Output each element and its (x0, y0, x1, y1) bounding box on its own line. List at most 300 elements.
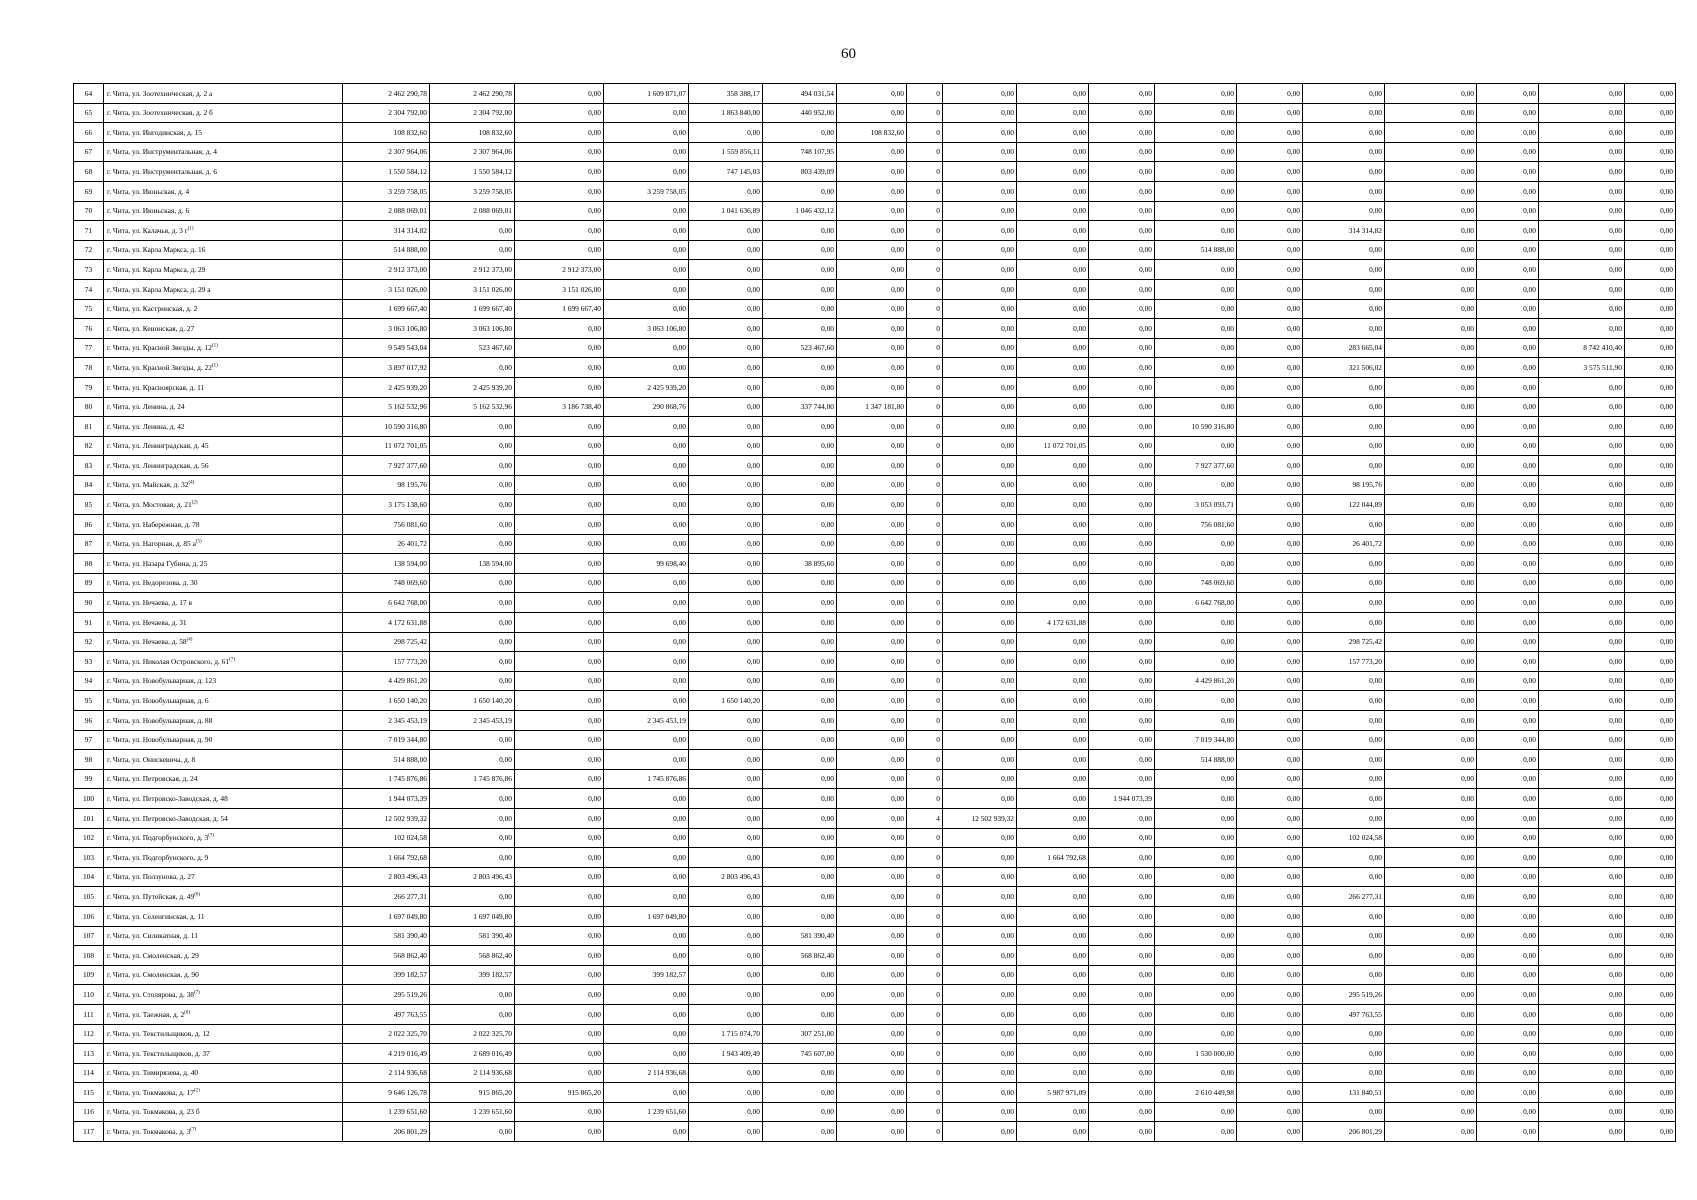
value-cell: 0,00 (763, 456, 837, 476)
table-row (74, 279, 1676, 299)
row-number: 103 (74, 848, 104, 868)
value-cell: 0,00 (1089, 946, 1155, 966)
value-cell: 0,00 (430, 515, 515, 535)
value-cell: 0,00 (1625, 299, 1676, 319)
value-cell: 1 347 181,80 (837, 397, 907, 417)
value-cell: 2 345 453,19 (430, 711, 515, 731)
value-cell: 0,00 (1089, 887, 1155, 907)
address-text: г. Чита, ул. Назара Губина, д. 25 (107, 558, 208, 568)
value-cell: 0,00 (1237, 201, 1303, 221)
value-cell: 108 832,60 (837, 123, 907, 143)
address-cell (104, 142, 343, 162)
value-cell: 0,00 (430, 632, 515, 652)
value-cell: 0,00 (604, 475, 689, 495)
value-cell: 0,00 (943, 436, 1017, 456)
value-cell: 1 664 792,68 (343, 848, 430, 868)
footnote-mark: (7) (208, 833, 215, 839)
footnote-mark: (7) (190, 1127, 197, 1133)
address-text: г. Чита, ул. Мостовая, д. 21 (107, 500, 192, 510)
value-cell: 0,00 (515, 103, 604, 123)
value-cell: 0,00 (943, 769, 1017, 789)
value-cell: 0 (907, 789, 943, 809)
table-row (74, 475, 1676, 495)
value-cell: 2 610 449,98 (1155, 1083, 1237, 1103)
value-cell: 0,00 (1385, 965, 1477, 985)
value-cell: 0,00 (515, 867, 604, 887)
table-row (74, 123, 1676, 143)
value-cell: 399 182,57 (604, 965, 689, 985)
value-cell: 0,00 (763, 711, 837, 731)
footnote-mark: (2) (191, 500, 198, 506)
value-cell: 0,00 (430, 985, 515, 1005)
value-cell: 0,00 (837, 534, 907, 554)
value-cell: 0,00 (604, 201, 689, 221)
value-cell: 0,00 (1385, 828, 1477, 848)
value-cell: 0,00 (837, 1004, 907, 1024)
value-cell: 0,00 (1625, 652, 1676, 672)
value-cell: 0 (907, 554, 943, 574)
value-cell: 0,00 (1539, 436, 1625, 456)
value-cell: 0,00 (1089, 1102, 1155, 1122)
value-cell: 0,00 (689, 1122, 763, 1142)
value-cell: 0,00 (1017, 84, 1089, 104)
value-cell: 1 550 584,12 (430, 162, 515, 182)
row-number: 78 (74, 358, 104, 378)
value-cell: 1 664 792,68 (1017, 848, 1089, 868)
row-number: 71 (74, 221, 104, 241)
value-cell: 0,00 (515, 240, 604, 260)
value-cell: 0,00 (515, 769, 604, 789)
value-cell: 0,00 (943, 946, 1017, 966)
value-cell: 0,00 (1625, 1102, 1676, 1122)
value-cell: 0,00 (1303, 240, 1385, 260)
value-cell: 0,00 (1539, 221, 1625, 241)
value-cell: 0,00 (763, 515, 837, 535)
value-cell: 0,00 (1237, 299, 1303, 319)
value-cell: 748 069,60 (1155, 573, 1237, 593)
value-cell: 0,00 (837, 593, 907, 613)
value-cell: 2 088 069,01 (430, 201, 515, 221)
address-cell (104, 240, 343, 260)
value-cell: 0,00 (1089, 142, 1155, 162)
value-cell: 0,00 (689, 769, 763, 789)
value-cell: 581 390,40 (343, 926, 430, 946)
table-row (74, 848, 1676, 868)
value-cell: 0,00 (837, 201, 907, 221)
row-number: 80 (74, 397, 104, 417)
value-cell: 0,00 (1539, 1004, 1625, 1024)
value-cell: 0,00 (1625, 867, 1676, 887)
footnote-mark: (1) (211, 343, 218, 349)
row-number: 83 (74, 456, 104, 476)
address-cell (104, 1083, 343, 1103)
value-cell: 756 081,60 (343, 515, 430, 535)
address-text: г. Чита, ул. Ленина, д. 24 (107, 402, 185, 412)
value-cell: 0 (907, 475, 943, 495)
value-cell: 0 (907, 1044, 943, 1064)
value-cell: 0,00 (1089, 534, 1155, 554)
value-cell: 0,00 (943, 985, 1017, 1005)
value-cell: 0,00 (1017, 808, 1089, 828)
value-cell: 0,00 (1385, 162, 1477, 182)
address-cell (104, 652, 343, 672)
value-cell: 0,00 (1237, 750, 1303, 770)
value-cell: 0,00 (1625, 769, 1676, 789)
value-cell: 0 (907, 828, 943, 848)
address-cell (104, 808, 343, 828)
value-cell: 0 (907, 201, 943, 221)
table-row (74, 142, 1676, 162)
value-cell: 0,00 (1539, 84, 1625, 104)
value-cell: 0,00 (1625, 456, 1676, 476)
value-cell: 0,00 (1539, 515, 1625, 535)
value-cell: 0,00 (1089, 926, 1155, 946)
table-row (74, 221, 1676, 241)
row-number: 104 (74, 867, 104, 887)
row-number: 96 (74, 711, 104, 731)
value-cell: 0,00 (943, 475, 1017, 495)
value-cell: 0,00 (1539, 769, 1625, 789)
value-cell: 0,00 (1089, 299, 1155, 319)
value-cell: 0,00 (430, 652, 515, 672)
value-cell: 0,00 (1385, 358, 1477, 378)
value-cell: 0,00 (1477, 1004, 1539, 1024)
value-cell: 0 (907, 769, 943, 789)
value-cell: 0,00 (1625, 985, 1676, 1005)
value-cell: 0,00 (943, 123, 1017, 143)
value-cell: 3 151 026,00 (515, 279, 604, 299)
value-cell: 0,00 (1089, 397, 1155, 417)
value-cell: 0,00 (837, 946, 907, 966)
value-cell: 0,00 (1625, 1122, 1676, 1142)
value-cell: 0,00 (689, 123, 763, 143)
value-cell: 7 019 344,80 (343, 730, 430, 750)
footnote-mark: (4) (186, 637, 193, 643)
address-text: г. Чита, ул. Нагорная, д. 85 а (107, 539, 196, 549)
value-cell: 0,00 (515, 926, 604, 946)
value-cell: 0,00 (1477, 593, 1539, 613)
value-cell: 0,00 (1539, 985, 1625, 1005)
value-cell: 0,00 (943, 1044, 1017, 1064)
value-cell: 0,00 (1385, 593, 1477, 613)
value-cell: 0,00 (1155, 711, 1237, 731)
table-row (74, 240, 1676, 260)
value-cell: 0,00 (1017, 769, 1089, 789)
value-cell: 157 773,20 (343, 652, 430, 672)
row-number: 109 (74, 965, 104, 985)
value-cell: 1 863 840,00 (689, 103, 763, 123)
value-cell: 12 502 939,32 (343, 808, 430, 828)
value-cell: 0,00 (1385, 769, 1477, 789)
value-cell: 0 (907, 397, 943, 417)
value-cell: 122 044,89 (1303, 495, 1385, 515)
value-cell: 0,00 (689, 436, 763, 456)
value-cell: 0,00 (1539, 397, 1625, 417)
address-cell (104, 769, 343, 789)
value-cell: 0,00 (1017, 1063, 1089, 1083)
value-cell: 0,00 (943, 103, 1017, 123)
value-cell: 0,00 (763, 377, 837, 397)
value-cell: 2 114 936,68 (343, 1063, 430, 1083)
value-cell: 0,00 (763, 1122, 837, 1142)
address-cell (104, 1063, 343, 1083)
row-number: 97 (74, 730, 104, 750)
value-cell: 0,00 (515, 652, 604, 672)
value-cell: 0,00 (763, 652, 837, 672)
value-cell: 0,00 (1385, 671, 1477, 691)
value-cell: 0,00 (763, 1083, 837, 1103)
value-cell: 0,00 (1303, 181, 1385, 201)
value-cell: 0,00 (515, 377, 604, 397)
value-cell: 0,00 (515, 221, 604, 241)
address-cell (104, 828, 343, 848)
value-cell: 3 897 017,92 (343, 358, 430, 378)
value-cell: 0,00 (689, 671, 763, 691)
value-cell: 0,00 (943, 573, 1017, 593)
value-cell: 0,00 (1385, 279, 1477, 299)
value-cell: 0,00 (1089, 162, 1155, 182)
value-cell: 0 (907, 515, 943, 535)
value-cell: 1 239 651,60 (430, 1102, 515, 1122)
value-cell: 0,00 (515, 828, 604, 848)
value-cell: 0,00 (1303, 84, 1385, 104)
value-cell: 0,00 (689, 711, 763, 731)
value-cell: 0,00 (1237, 789, 1303, 809)
value-cell: 0,00 (837, 377, 907, 397)
value-cell: 0,00 (1539, 1083, 1625, 1103)
value-cell: 0,00 (689, 887, 763, 907)
value-cell: 0,00 (1237, 769, 1303, 789)
value-cell: 0,00 (1477, 946, 1539, 966)
address-cell (104, 358, 343, 378)
value-cell: 0,00 (1155, 181, 1237, 201)
value-cell: 0,00 (1237, 181, 1303, 201)
row-number: 69 (74, 181, 104, 201)
table-row (74, 711, 1676, 731)
address-text: г. Чита, ул. Новобульварная, д. 88 (107, 715, 213, 725)
value-cell: 0,00 (837, 456, 907, 476)
value-cell: 0,00 (1477, 436, 1539, 456)
row-number: 113 (74, 1044, 104, 1064)
value-cell: 0,00 (1017, 573, 1089, 593)
value-cell: 0,00 (1303, 397, 1385, 417)
value-cell: 0,00 (1089, 436, 1155, 456)
value-cell: 0,00 (1385, 417, 1477, 437)
value-cell: 0,00 (1385, 1122, 1477, 1142)
footnote-mark: (5) (195, 539, 202, 545)
value-cell: 0,00 (943, 965, 1017, 985)
value-cell: 0,00 (1477, 711, 1539, 731)
value-cell: 0,00 (1155, 534, 1237, 554)
value-cell: 0,00 (1625, 671, 1676, 691)
table-row (74, 377, 1676, 397)
address-text: г. Чита, ул. Майская, д. 32 (107, 480, 189, 490)
value-cell: 0,00 (1625, 593, 1676, 613)
value-cell: 0,00 (1089, 671, 1155, 691)
value-cell: 0,00 (1017, 103, 1089, 123)
row-number: 84 (74, 475, 104, 495)
value-cell: 0,00 (1017, 397, 1089, 417)
value-cell: 0,00 (943, 1063, 1017, 1083)
value-cell: 0,00 (689, 221, 763, 241)
value-cell: 0,00 (430, 436, 515, 456)
value-cell: 0,00 (1385, 377, 1477, 397)
value-cell: 0,00 (1539, 1044, 1625, 1064)
value-cell: 0,00 (943, 397, 1017, 417)
value-cell: 0,00 (943, 181, 1017, 201)
value-cell: 0,00 (1237, 397, 1303, 417)
value-cell: 0,00 (1477, 181, 1539, 201)
row-number: 89 (74, 573, 104, 593)
value-cell: 99 698,40 (604, 554, 689, 574)
value-cell: 0,00 (1155, 123, 1237, 143)
value-cell: 3 259 758,05 (430, 181, 515, 201)
value-cell: 0,00 (1477, 867, 1539, 887)
address-text: г. Чита, ул. Селенгинская, д. 11 (107, 911, 205, 921)
page-number: 60 (841, 46, 856, 62)
value-cell: 0,00 (689, 906, 763, 926)
value-cell: 0 (907, 142, 943, 162)
value-cell: 0,00 (689, 534, 763, 554)
value-cell: 0,00 (943, 142, 1017, 162)
row-number: 117 (74, 1122, 104, 1142)
value-cell: 0,00 (689, 1102, 763, 1122)
value-cell: 0,00 (943, 848, 1017, 868)
value-cell: 0,00 (1303, 456, 1385, 476)
value-cell: 0,00 (1303, 142, 1385, 162)
value-cell: 0,00 (1625, 84, 1676, 104)
value-cell: 0,00 (837, 181, 907, 201)
table-row (74, 201, 1676, 221)
value-cell: 0,00 (1625, 515, 1676, 535)
value-cell: 0,00 (943, 358, 1017, 378)
value-cell: 0,00 (837, 279, 907, 299)
value-cell: 0,00 (1539, 652, 1625, 672)
value-cell: 0,00 (1089, 867, 1155, 887)
value-cell: 0 (907, 652, 943, 672)
value-cell: 0,00 (1017, 1102, 1089, 1122)
value-cell: 0,00 (430, 358, 515, 378)
value-cell: 0,00 (1155, 632, 1237, 652)
table-row (74, 652, 1676, 672)
value-cell: 0,00 (689, 1004, 763, 1024)
value-cell: 0,00 (1539, 926, 1625, 946)
value-cell: 0,00 (763, 965, 837, 985)
address-cell (104, 201, 343, 221)
value-cell: 0,00 (1237, 142, 1303, 162)
value-cell: 0,00 (689, 319, 763, 339)
value-cell: 0,00 (1017, 221, 1089, 241)
value-cell: 0,00 (689, 377, 763, 397)
value-cell: 0,00 (430, 1004, 515, 1024)
value-cell: 0,00 (1155, 985, 1237, 1005)
value-cell: 3 175 138,60 (343, 495, 430, 515)
row-number: 111 (74, 1004, 104, 1024)
value-cell: 0,00 (515, 593, 604, 613)
value-cell: 0,00 (1017, 201, 1089, 221)
table-row (74, 103, 1676, 123)
value-cell: 1 550 584,12 (343, 162, 430, 182)
value-cell: 0,00 (604, 436, 689, 456)
table-row (74, 926, 1676, 946)
value-cell: 0,00 (689, 475, 763, 495)
value-cell: 0,00 (943, 279, 1017, 299)
value-cell: 0,00 (1477, 1102, 1539, 1122)
value-cell: 0,00 (1155, 1063, 1237, 1083)
value-cell: 358 388,17 (689, 84, 763, 104)
value-cell: 0,00 (604, 750, 689, 770)
value-cell: 0,00 (1089, 338, 1155, 358)
value-cell: 0,00 (1237, 1083, 1303, 1103)
value-cell: 0,00 (763, 221, 837, 241)
value-cell: 0,00 (1385, 475, 1477, 495)
row-number: 107 (74, 926, 104, 946)
value-cell: 0,00 (689, 240, 763, 260)
value-cell: 0,00 (763, 887, 837, 907)
value-cell: 1 715 074,70 (689, 1024, 763, 1044)
row-number: 99 (74, 769, 104, 789)
value-cell: 0,00 (1539, 1102, 1625, 1122)
value-cell: 0 (907, 84, 943, 104)
value-cell: 2 462 290,78 (343, 84, 430, 104)
value-cell: 0,00 (1303, 691, 1385, 711)
value-cell: 0,00 (943, 377, 1017, 397)
value-cell: 0,00 (1155, 789, 1237, 809)
value-cell: 0,00 (604, 985, 689, 1005)
value-cell: 0,00 (1625, 1044, 1676, 1064)
value-cell: 0 (907, 221, 943, 241)
value-cell: 0,00 (1625, 103, 1676, 123)
value-cell: 514 888,00 (1155, 240, 1237, 260)
value-cell: 0,00 (1017, 142, 1089, 162)
value-cell: 0,00 (1155, 906, 1237, 926)
footnote-mark: (2) (193, 1088, 200, 1094)
value-cell: 0,00 (1303, 1102, 1385, 1122)
value-cell: 0,00 (604, 848, 689, 868)
value-cell: 0,00 (1017, 123, 1089, 143)
address-cell (104, 946, 343, 966)
value-cell: 0,00 (689, 338, 763, 358)
address-cell (104, 926, 343, 946)
row-number: 64 (74, 84, 104, 104)
value-cell: 0,00 (1017, 260, 1089, 280)
value-cell: 0,00 (1089, 358, 1155, 378)
value-cell: 0,00 (1625, 848, 1676, 868)
value-cell: 0 (907, 730, 943, 750)
value-cell: 0,00 (1089, 260, 1155, 280)
value-cell: 0,00 (943, 613, 1017, 633)
value-cell: 1 239 651,60 (604, 1102, 689, 1122)
value-cell: 0,00 (515, 711, 604, 731)
value-cell: 0,00 (515, 534, 604, 554)
value-cell: 0 (907, 417, 943, 437)
value-cell: 0,00 (1625, 123, 1676, 143)
value-cell: 0,00 (943, 1122, 1017, 1142)
value-cell: 0,00 (1303, 279, 1385, 299)
value-cell: 0,00 (1303, 260, 1385, 280)
value-cell: 0,00 (1089, 769, 1155, 789)
value-cell: 0,00 (1237, 358, 1303, 378)
value-cell: 0 (907, 573, 943, 593)
value-cell: 0,00 (1089, 240, 1155, 260)
address-cell (104, 691, 343, 711)
value-cell: 0,00 (1017, 652, 1089, 672)
value-cell: 0,00 (1385, 1102, 1477, 1122)
value-cell: 0,00 (1089, 319, 1155, 339)
value-cell: 0,00 (1477, 162, 1539, 182)
value-cell: 0,00 (763, 985, 837, 1005)
value-cell: 0,00 (837, 495, 907, 515)
